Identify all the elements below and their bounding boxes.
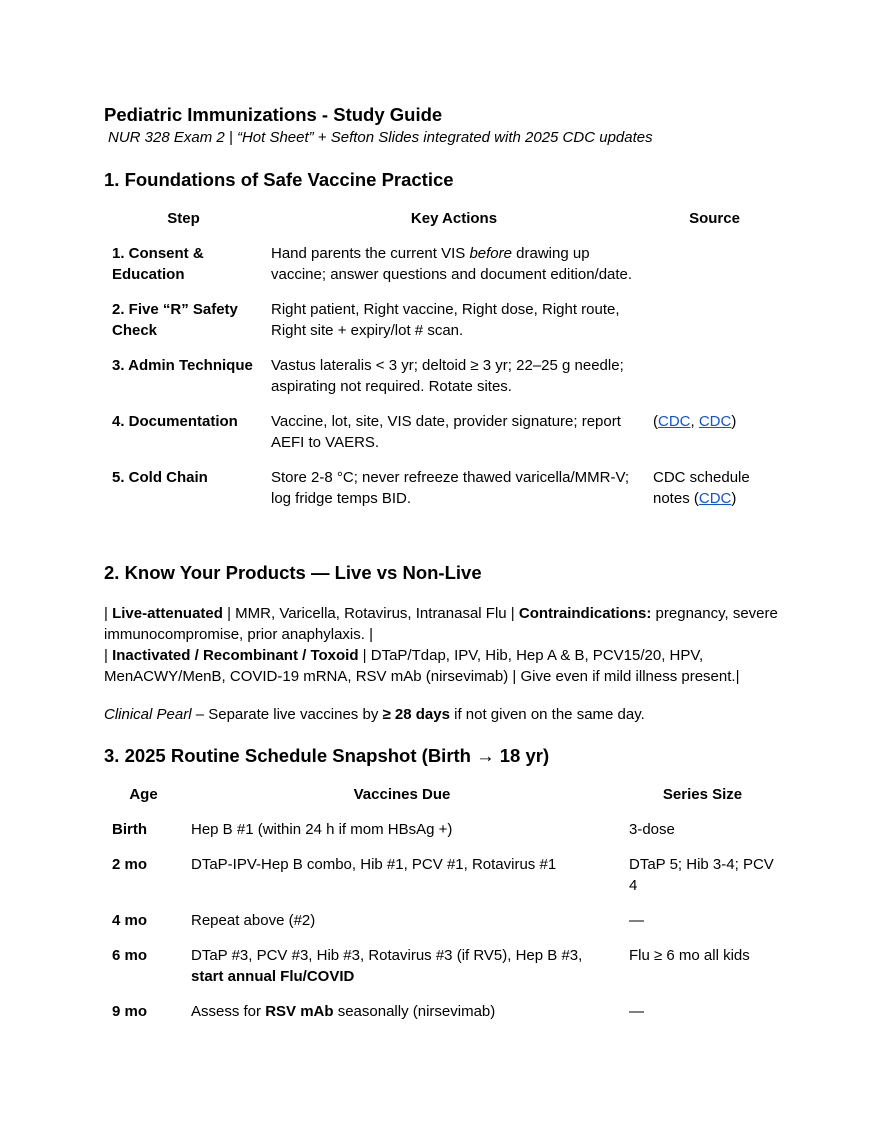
age-cell: 4 mo (112, 912, 148, 929)
vaccines-text: seasonally (nirsevimab) (333, 1003, 496, 1020)
vaccines-cell (183, 1001, 621, 1036)
clinical-pearl-label: Clinical Pearl (104, 706, 192, 723)
series-cell: — (629, 912, 644, 929)
schedule-table (104, 784, 784, 1036)
cdc-link[interactable]: CDC (698, 490, 732, 507)
step-cell: 1. Consent & Education (112, 245, 204, 283)
age-cell: 6 mo (112, 947, 148, 964)
source-text: , (690, 413, 699, 430)
column-header-source: Source (689, 210, 740, 227)
table-row (104, 411, 784, 467)
column-header-vaccines-due: Vaccines Due (353, 786, 451, 803)
table-row (104, 1001, 784, 1036)
source-cell (645, 467, 784, 523)
paragraph-text: | DTaP/Tdap, IPV, Hib, Hep A & B, PCV15/20, HPV, MenACWY/MenB, COVID-19 mRNA, RSV mAb (nirsevimab) | Give even if mild illness present.| (104, 647, 740, 685)
table-header-row (104, 784, 784, 819)
table-header-row (104, 208, 784, 243)
table-row (104, 467, 784, 523)
section-1-heading: 1. Foundations of Safe Vaccine Practice (104, 169, 454, 190)
paragraph-text: if not given on the same day. (449, 706, 645, 723)
age-cell: 9 mo (112, 1003, 148, 1020)
vaccines-text: DTaP #3, PCV #3, Hib #3, Rotavirus #3 (if RV5), Hep B #3, (191, 947, 583, 964)
clinical-pearl (104, 704, 784, 725)
source-text: ) (731, 490, 737, 507)
series-cell: 3-dose (629, 821, 675, 838)
actions-emphasis: before (469, 245, 512, 262)
paragraph-text: | (104, 647, 113, 664)
series-cell: — (629, 1003, 644, 1020)
column-header-series-size: Series Size (662, 786, 743, 803)
live-attenuated-label: Live-attenuated (112, 605, 223, 622)
series-cell: Flu ≥ 6 mo all kids (629, 947, 750, 964)
age-cell: Birth (112, 821, 147, 838)
table-row (104, 854, 784, 910)
vaccines-emphasis: start annual Flu/COVID (191, 968, 355, 985)
actions-cell: Right patient, Right vaccine, Right dose, Right route, Right site + expiry/lot # scan. (271, 301, 620, 339)
source-cell (645, 299, 784, 355)
actions-cell: Vastus lateralis < 3 yr; deltoid ≥ 3 yr; 22–25 g needle; aspirating not required. Rotate sites. (271, 357, 624, 395)
vaccines-cell: DTaP-IPV-Hep B combo, Hib #1, PCV #1, Rotavirus #1 (191, 856, 557, 873)
section-3-heading: 3. 2025 Routine Schedule Snapshot (Birth → 18 yr) (104, 745, 550, 766)
step-cell: 2. Five “R” Safety Check (112, 301, 238, 339)
vaccines-text: Assess for (191, 1003, 266, 1020)
cdc-link[interactable]: CDC (698, 413, 732, 430)
inactivated-label: Inactivated / Recombinant / Toxoid (112, 647, 359, 664)
actions-cell (263, 243, 645, 299)
document-subtitle: NUR 328 Exam 2 | “Hot Sheet” + Sefton Slides integrated with 2025 CDC updates (108, 129, 653, 146)
live-vs-nonlive-paragraph (104, 603, 784, 687)
step-cell: 3. Admin Technique (112, 357, 253, 374)
actions-text: Hand parents the current VIS (271, 245, 470, 262)
source-text: ( (653, 413, 658, 430)
step-cell: 4. Documentation (112, 413, 238, 430)
contraindications-label: Contraindications: (518, 605, 652, 622)
pearl-emphasis: ≥ 28 days (382, 706, 450, 723)
section-2-heading: 2. Know Your Products — Live vs Non-Live (104, 562, 482, 583)
document-title: Pediatric Immunizations - Study Guide (104, 104, 443, 125)
vaccines-cell: Hep B #1 (within 24 h if mom HBsAg +) (191, 821, 453, 838)
actions-cell: Vaccine, lot, site, VIS date, provider signature; report AEFI to VAERS. (271, 413, 621, 451)
table-row (104, 819, 784, 854)
source-cell (645, 355, 784, 411)
step-cell: 5. Cold Chain (112, 469, 208, 486)
vaccines-cell: Repeat above (#2) (191, 912, 316, 929)
source-cell (645, 243, 784, 299)
table-row (104, 355, 784, 411)
paragraph-text: – Separate live vaccines by (191, 706, 383, 723)
vaccines-emphasis: RSV mAb (265, 1003, 334, 1020)
vaccines-cell (183, 945, 621, 1001)
column-header-key-actions: Key Actions (410, 210, 498, 227)
actions-text: drawing up vaccine; answer questions and document edition/date. (271, 245, 633, 283)
paragraph-text: | (104, 605, 113, 622)
column-header-age: Age (129, 786, 158, 803)
age-cell: 2 mo (112, 856, 148, 873)
cdc-link[interactable]: CDC (658, 413, 691, 430)
table-row (104, 910, 784, 945)
table-row (104, 243, 784, 299)
actions-cell: Store 2-8 °C; never refreeze thawed varicella/MMR-V; log fridge temps BID. (271, 469, 630, 507)
safe-practice-table (104, 208, 784, 523)
column-header-step: Step (167, 210, 200, 227)
paragraph-text: pregnancy, severe immunocompromise, prior anaphylaxis. | (104, 605, 778, 643)
source-text: CDC schedule notes ( (653, 469, 750, 507)
table-row (104, 299, 784, 355)
table-row (104, 945, 784, 1001)
paragraph-text: | MMR, Varicella, Rotavirus, Intranasal Flu | (222, 605, 519, 622)
source-text: ) (731, 413, 737, 430)
series-cell: DTaP 5; Hib 3-4; PCV 4 (629, 856, 774, 894)
source-cell (645, 411, 784, 467)
